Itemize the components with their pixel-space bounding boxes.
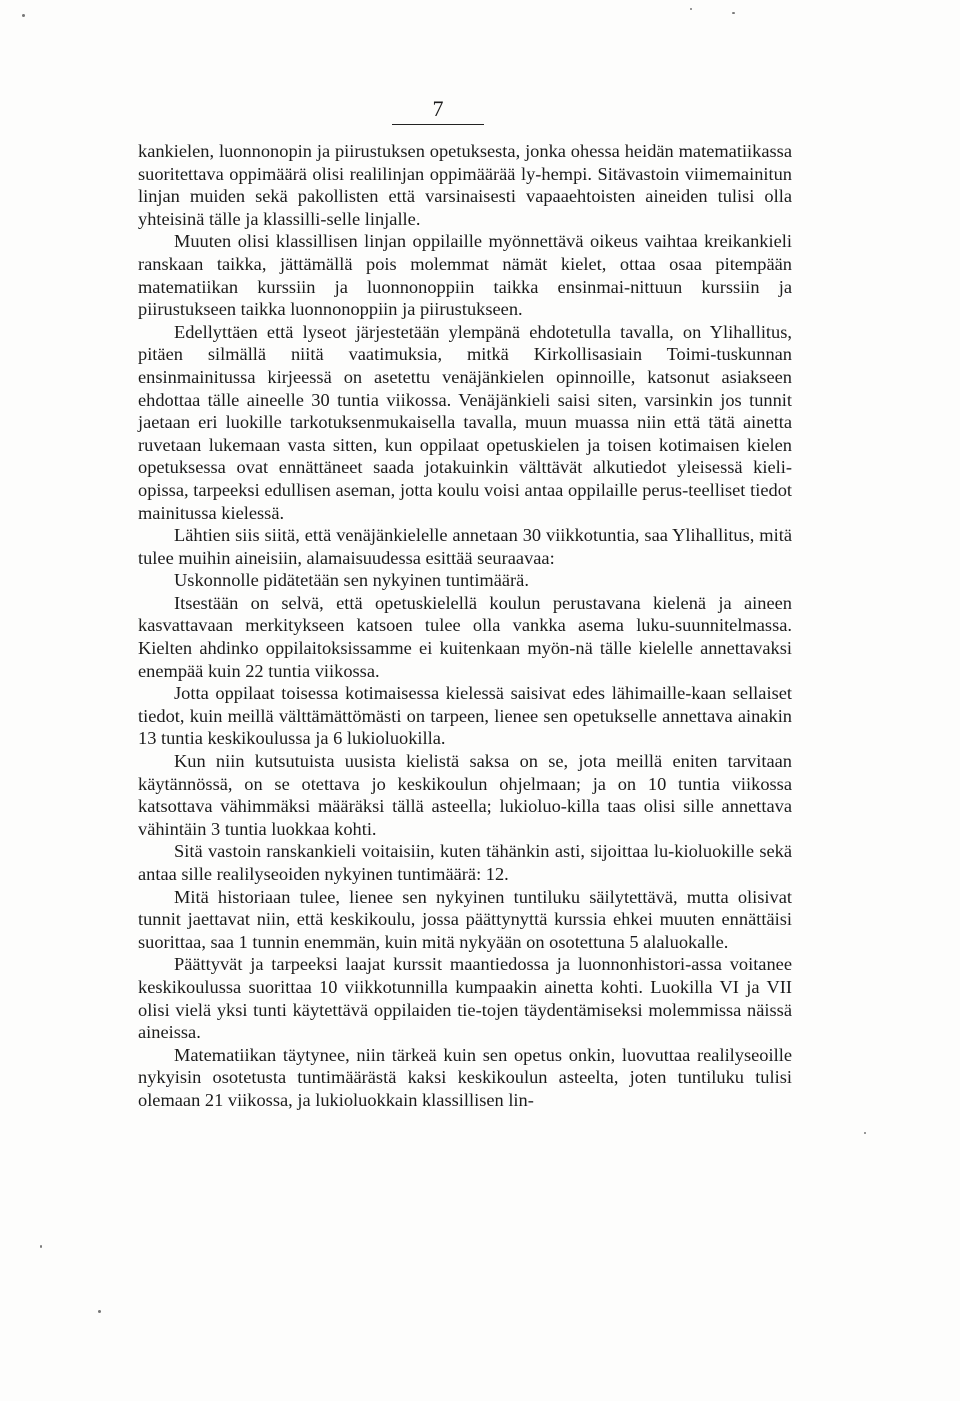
paragraph: Muuten olisi klassillisen linjan oppilaille myönnettävä oikeus vaihtaa kreikankieli ranskaan taikka, jättämällä pois molemmat nämät kielet, ottaa osaa pitempään matematiikan kurssiin ja luonnonoppiin taikka ensinmai-nittuun kurssiin ja piirustukseen taikka luonnonoppiin ja piirustukseen. <box>138 231 792 320</box>
body-text <box>138 140 792 1112</box>
paragraph: Päättyvät ja tarpeeksi laajat kurssit maantiedossa ja luonnonhistori-assa voitanee keskikoulussa suorittaa 10 viikkotunnilla kumpaakin ainetta kohti. Luokilla VI ja VII olisi vielä yksi tunti käytettävä oppilaiden tie-tojen täydentämiseksi molemmissa näissä aineissa. <box>138 954 792 1043</box>
scan-speck <box>864 1132 866 1134</box>
page-number: 7 <box>392 96 484 125</box>
paragraph: Itsestään on selvä, että opetuskielellä koulun perustavana kielenä ja aineen kasvattavaan merkitykseen katsoen tulee olla vankka asema luku-suunnitelmassa. Kielten ahdinko oppilaitoksissamme ei kuitenkaan myön-nä tälle kielelle annettavaksi enempää kuin 22 tuntia viikossa. <box>138 592 792 681</box>
scan-speck <box>690 8 692 10</box>
paragraph: Mitä historiaan tulee, lienee sen nykyinen tuntiluku säilytettävä, mutta olisivat tunnit jaettavat niin, että keskikoulu, jossa päättynyttä kurssia ehkei muuten ennättäisi suorittaa, saa 1 tunnin enemmän, kuin mitä nykyään on osotettuna 5 alaluokalle. <box>138 886 792 952</box>
paragraph: Jotta oppilaat toisessa kotimaisessa kielessä saisivat edes lähimaille-kaan sellaiset tiedot, kuin meillä välttämättömästi on tarpeen, lienee sen opetukselle annettava ainakin 13 tuntia keskikoulussa ja 6 lukioluokilla. <box>138 683 792 749</box>
scan-speck <box>98 1310 101 1313</box>
paragraph: Lähtien siis siitä, että venäjänkielelle annetaan 30 viikkotuntia, saa Ylihallitus, mitä tulee muihin aineisiin, alamaisuudessa esittää seuraavaa: <box>138 525 792 568</box>
paragraph-continuation: kankielen, luonnonopin ja piirustuksen opetuksesta, jonka ohessa heidän matematiikassa suoritettava oppimäärä olisi realilinjan oppimäärää ly-hempi. Sitävastoin viimemainitun linjan muiden sekä pakollisten että varsinaisesti vapaaehtoisten aineiden tulisi olla yhteisinä tälle ja klassilli-selle linjalle. <box>138 141 792 229</box>
scan-speck <box>40 1245 42 1248</box>
paragraph: Uskonnolle pidätetään sen nykyinen tuntimäärä. <box>174 570 529 591</box>
scan-speck <box>732 12 735 14</box>
paragraph: Matematiikan täytynee, niin tärkeä kuin sen opetus onkin, luovuttaa realilyseoille nykyisin osotetusta tuntimäärästä kaksi keskikoulun asteelta, joten tuntiluku tulisi olemaan 21 viikossa, ja lukioluokkain klassillisen lin- <box>138 1044 792 1110</box>
paragraph: Edellyttäen että lyseot järjestetään ylempänä ehdotetulla tavalla, on Ylihallitus, pitäen silmällä niitä vaatimuksia, mitkä Kirkollisasiain Toimi-tuskunnan ensinmainitussa kirjeessä on asetettu venäjänkielen opinnoille, katsonut asiakseen ehdottaa tälle aineelle 30 tuntia viikossa. Venäjänkieli saisi siten, varsinkin jos tunnit jaetaan eri luokille tarkotuksenmukaisella tavalla, muun muassa niin että tätä ainetta ruvetaan lukemaan vasta sitten, kun oppilaat opetuskielen ja toisen kotimaisen kielen opetuksessa ovat ennättäneet saada jotakuinkin välttävät alkutiedot yleisessä kieli-opissa, tarpeeksi edullisen aseman, jotta koulu voisi antaa oppilaille perus-teelliset tiedot mainitussa kielessä. <box>138 321 792 523</box>
paragraph: Kun niin kutsutuista uusista kielistä saksa on se, jota meillä eniten tarvitaan käytännössä, on se otettava jo keskikoulun ohjelmaan; ja on 10 tuntia viikossa katsottava vähimmäksi määräksi tällä asteella; lukioluo-killa taas olisi sille annettava vähintäin 3 tuntia luokkaa kohti. <box>138 751 792 839</box>
scan-speck <box>22 14 25 17</box>
paragraph: Sitä vastoin ranskankieli voitaisiin, kuten tähänkin asti, sijoittaa lu-kioluokille sekä antaa sille realilyseoiden nykyinen tuntimäärä: 12. <box>138 841 792 884</box>
